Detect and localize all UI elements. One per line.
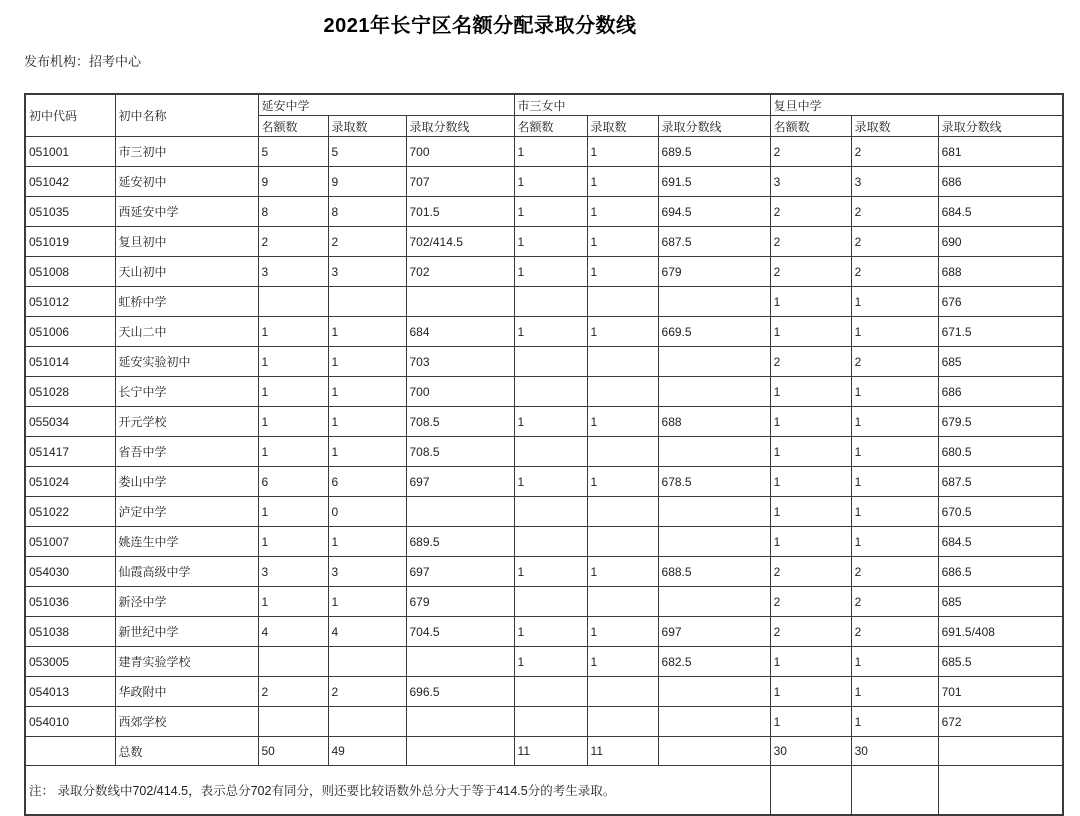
cell-value (658, 707, 770, 737)
header-score-line: 录取分数线 (406, 116, 514, 137)
table-row (25, 617, 1063, 647)
cell-value: 2 (328, 227, 406, 257)
cell-value: 1 (328, 347, 406, 377)
cell-value: 671.5 (938, 317, 1063, 347)
table-row (25, 317, 1063, 347)
cell-value: 2 (851, 137, 938, 167)
cell-value (587, 707, 658, 737)
cell-value: 2 (851, 197, 938, 227)
cell-value (587, 347, 658, 377)
cell-value: 1 (514, 647, 587, 677)
header-score-line: 录取分数线 (658, 116, 770, 137)
score-table (24, 93, 1064, 816)
cell-value: 2 (770, 197, 851, 227)
cell-value: 697 (406, 467, 514, 497)
cell-value: 694.5 (658, 197, 770, 227)
cell-value: 0 (328, 497, 406, 527)
cell-value: 708.5 (406, 437, 514, 467)
table-row (25, 497, 1063, 527)
cell-value: 682.5 (658, 647, 770, 677)
table-row (25, 557, 1063, 587)
table-row (25, 677, 1063, 707)
cell-value: 684.5 (938, 197, 1063, 227)
cell-value: 1 (587, 227, 658, 257)
cell-value: 1 (258, 587, 328, 617)
cell-total-value: 50 (258, 737, 328, 766)
cell-school-code: 051008 (25, 257, 115, 287)
cell-school-name: 新泾中学 (115, 587, 258, 617)
cell-value (258, 647, 328, 677)
cell-value: 1 (514, 617, 587, 647)
cell-value: 5 (258, 137, 328, 167)
cell-value: 684.5 (938, 527, 1063, 557)
cell-value: 1 (770, 317, 851, 347)
cell-value: 3 (258, 257, 328, 287)
table-row (25, 407, 1063, 437)
table-row (25, 197, 1063, 227)
cell-value: 1 (587, 257, 658, 287)
cell-value: 1 (851, 677, 938, 707)
note-empty-cell (770, 766, 851, 816)
cell-value: 2 (770, 587, 851, 617)
cell-school-name: 西延安中学 (115, 197, 258, 227)
table-body (25, 137, 1063, 816)
cell-value (406, 497, 514, 527)
header-name: 初中名称 (115, 94, 258, 137)
cell-value: 1 (328, 407, 406, 437)
cell-school-name: 长宁中学 (115, 377, 258, 407)
cell-value: 702 (406, 257, 514, 287)
cell-school-code: 051024 (25, 467, 115, 497)
page-title: 2021年长宁区名额分配录取分数线 (323, 15, 637, 37)
header-admitted: 录取数 (587, 116, 658, 137)
cell-value (587, 377, 658, 407)
note-empty-cell (938, 766, 1063, 816)
total-row (25, 737, 1063, 766)
cell-value: 704.5 (406, 617, 514, 647)
cell-value: 689.5 (658, 137, 770, 167)
cell-value: 1 (851, 377, 938, 407)
cell-school-name: 泸定中学 (115, 497, 258, 527)
cell-value (406, 287, 514, 317)
cell-school-name: 姚连生中学 (115, 527, 258, 557)
cell-value: 1 (770, 467, 851, 497)
cell-value: 670.5 (938, 497, 1063, 527)
cell-school-code: 051042 (25, 167, 115, 197)
cell-value: 6 (328, 467, 406, 497)
table-row (25, 347, 1063, 377)
cell-value: 688 (938, 257, 1063, 287)
header-school-yanan: 延安中学 (258, 94, 514, 116)
cell-value: 1 (770, 707, 851, 737)
cell-value: 685 (938, 347, 1063, 377)
cell-school-code: 051028 (25, 377, 115, 407)
header-admitted: 录取数 (328, 116, 406, 137)
cell-value: 1 (258, 527, 328, 557)
cell-school-name: 华政附中 (115, 677, 258, 707)
cell-value: 1 (258, 317, 328, 347)
header-score-line: 录取分数线 (938, 116, 1063, 137)
cell-value (328, 707, 406, 737)
table-row (25, 227, 1063, 257)
cell-value (587, 587, 658, 617)
cell-value: 1 (587, 197, 658, 227)
cell-value: 1 (770, 377, 851, 407)
cell-value: 1 (851, 317, 938, 347)
cell-value: 672 (938, 707, 1063, 737)
cell-value: 1 (770, 497, 851, 527)
cell-value: 686 (938, 167, 1063, 197)
cell-value: 1 (258, 377, 328, 407)
cell-value (658, 677, 770, 707)
cell-value (328, 647, 406, 677)
cell-value: 2 (851, 557, 938, 587)
cell-value: 685 (938, 587, 1063, 617)
cell-value: 679.5 (938, 407, 1063, 437)
cell-value: 684 (406, 317, 514, 347)
cell-value: 1 (258, 347, 328, 377)
cell-value: 1 (587, 557, 658, 587)
cell-value: 707 (406, 167, 514, 197)
cell-value: 8 (328, 197, 406, 227)
cell-value: 2 (851, 587, 938, 617)
cell-value (258, 287, 328, 317)
cell-school-name: 娄山中学 (115, 467, 258, 497)
cell-school-name: 延安初中 (115, 167, 258, 197)
cell-school-code: 054013 (25, 677, 115, 707)
cell-value: 1 (770, 287, 851, 317)
cell-school-name: 复旦初中 (115, 227, 258, 257)
cell-value: 1 (328, 587, 406, 617)
cell-value: 700 (406, 137, 514, 167)
publisher-line: 发布机构：招考中心 (24, 54, 142, 69)
header-code: 初中代码 (25, 94, 115, 137)
cell-school-code: 051001 (25, 137, 115, 167)
cell-total-value: 49 (328, 737, 406, 766)
cell-value: 688.5 (658, 557, 770, 587)
cell-value: 8 (258, 197, 328, 227)
cell-value: 2 (851, 347, 938, 377)
cell-value: 2 (770, 137, 851, 167)
cell-school-name: 西郊学校 (115, 707, 258, 737)
cell-total-value (658, 737, 770, 766)
cell-value: 1 (770, 527, 851, 557)
cell-value: 1 (514, 137, 587, 167)
cell-value: 3 (328, 557, 406, 587)
cell-value (406, 647, 514, 677)
table-row (25, 467, 1063, 497)
header-school-fudan: 复旦中学 (770, 94, 1063, 116)
cell-value: 1 (258, 437, 328, 467)
table-row (25, 167, 1063, 197)
cell-value: 1 (851, 707, 938, 737)
cell-value (328, 287, 406, 317)
note-text: 注： 录取分数线中702/414.5，表示总分702有同分，则还要比较语数外总分大于等于414.5分的考生录取。 (25, 766, 770, 816)
cell-school-code: 051038 (25, 617, 115, 647)
cell-school-code: 055034 (25, 407, 115, 437)
cell-value (658, 587, 770, 617)
cell-school-name: 延安实验初中 (115, 347, 258, 377)
cell-school-name: 开元学校 (115, 407, 258, 437)
cell-total-value: 11 (514, 737, 587, 766)
cell-value: 678.5 (658, 467, 770, 497)
cell-value: 2 (770, 617, 851, 647)
cell-value: 2 (770, 347, 851, 377)
cell-school-name: 省吾中学 (115, 437, 258, 467)
cell-school-name: 仙霞高级中学 (115, 557, 258, 587)
cell-value: 1 (587, 317, 658, 347)
cell-value (514, 707, 587, 737)
cell-school-code: 051014 (25, 347, 115, 377)
cell-value (658, 437, 770, 467)
cell-school-code: 051012 (25, 287, 115, 317)
cell-value: 3 (851, 167, 938, 197)
table-row (25, 257, 1063, 287)
cell-value (658, 527, 770, 557)
table-row (25, 707, 1063, 737)
cell-value: 676 (938, 287, 1063, 317)
cell-school-code: 051036 (25, 587, 115, 617)
header-quota: 名额数 (514, 116, 587, 137)
cell-value: 1 (587, 167, 658, 197)
cell-school-code: 051019 (25, 227, 115, 257)
cell-value: 697 (658, 617, 770, 647)
cell-value: 4 (258, 617, 328, 647)
cell-value: 1 (587, 137, 658, 167)
cell-value: 6 (258, 467, 328, 497)
cell-school-code: 054010 (25, 707, 115, 737)
note-empty-cell (851, 766, 938, 816)
cell-value: 1 (851, 437, 938, 467)
cell-value: 9 (258, 167, 328, 197)
cell-value: 1 (328, 527, 406, 557)
header-admitted: 录取数 (851, 116, 938, 137)
cell-school-code: 051022 (25, 497, 115, 527)
cell-value: 2 (770, 257, 851, 287)
cell-value: 691.5 (658, 167, 770, 197)
cell-value: 708.5 (406, 407, 514, 437)
cell-value: 3 (258, 557, 328, 587)
cell-value: 1 (514, 197, 587, 227)
cell-value: 3 (770, 167, 851, 197)
cell-value (514, 527, 587, 557)
cell-school-name: 天山二中 (115, 317, 258, 347)
cell-value: 679 (406, 587, 514, 617)
cell-value: 1 (514, 467, 587, 497)
cell-value: 701 (938, 677, 1063, 707)
cell-value: 1 (587, 617, 658, 647)
cell-school-code: 051035 (25, 197, 115, 227)
cell-school-name: 市三初中 (115, 137, 258, 167)
cell-value: 686 (938, 377, 1063, 407)
cell-value: 691.5/408 (938, 617, 1063, 647)
cell-value: 1 (851, 647, 938, 677)
cell-value: 2 (258, 227, 328, 257)
cell-value: 700 (406, 377, 514, 407)
cell-value (514, 287, 587, 317)
cell-total-value (406, 737, 514, 766)
header-quota: 名额数 (770, 116, 851, 137)
cell-value: 688 (658, 407, 770, 437)
table-row (25, 437, 1063, 467)
cell-school-name: 虹桥中学 (115, 287, 258, 317)
cell-value (514, 587, 587, 617)
cell-value (587, 677, 658, 707)
cell-value: 690 (938, 227, 1063, 257)
cell-school-code (25, 737, 115, 766)
header-group-row (25, 94, 1063, 116)
cell-value: 1 (328, 437, 406, 467)
cell-value: 2 (851, 227, 938, 257)
cell-value: 1 (587, 647, 658, 677)
cell-value: 1 (514, 557, 587, 587)
cell-value: 702/414.5 (406, 227, 514, 257)
cell-value: 5 (328, 137, 406, 167)
cell-value (658, 287, 770, 317)
cell-value: 1 (587, 467, 658, 497)
cell-value (514, 497, 587, 527)
cell-value: 1 (328, 377, 406, 407)
cell-value: 689.5 (406, 527, 514, 557)
cell-value (514, 437, 587, 467)
cell-value: 2 (851, 257, 938, 287)
cell-value: 3 (328, 257, 406, 287)
table-row (25, 137, 1063, 167)
cell-value: 1 (770, 407, 851, 437)
cell-school-code: 051006 (25, 317, 115, 347)
cell-value: 687.5 (658, 227, 770, 257)
header-quota: 名额数 (258, 116, 328, 137)
cell-value: 681 (938, 137, 1063, 167)
note-row (25, 766, 1063, 816)
table-row (25, 647, 1063, 677)
table-row (25, 287, 1063, 317)
cell-value: 679 (658, 257, 770, 287)
cell-value: 1 (770, 437, 851, 467)
cell-value: 2 (328, 677, 406, 707)
cell-total-value: 30 (851, 737, 938, 766)
cell-value: 697 (406, 557, 514, 587)
cell-value: 703 (406, 347, 514, 377)
cell-total-value: 30 (770, 737, 851, 766)
header-school-shisan: 市三女中 (514, 94, 770, 116)
cell-value (587, 527, 658, 557)
cell-value (658, 347, 770, 377)
cell-value: 680.5 (938, 437, 1063, 467)
cell-value: 1 (514, 167, 587, 197)
cell-value (658, 497, 770, 527)
cell-value: 1 (258, 497, 328, 527)
cell-value (514, 677, 587, 707)
cell-value: 1 (514, 317, 587, 347)
cell-value (406, 707, 514, 737)
cell-school-code: 051007 (25, 527, 115, 557)
cell-value: 2 (851, 617, 938, 647)
cell-value: 4 (328, 617, 406, 647)
cell-value: 1 (328, 317, 406, 347)
cell-value (514, 347, 587, 377)
cell-value: 1 (770, 647, 851, 677)
cell-value: 1 (851, 407, 938, 437)
cell-school-name: 新世纪中学 (115, 617, 258, 647)
cell-value: 1 (770, 677, 851, 707)
cell-value (658, 377, 770, 407)
table-row (25, 377, 1063, 407)
cell-value: 686.5 (938, 557, 1063, 587)
cell-value: 696.5 (406, 677, 514, 707)
table-row (25, 527, 1063, 557)
cell-value (258, 707, 328, 737)
cell-school-name: 建青实验学校 (115, 647, 258, 677)
cell-value: 669.5 (658, 317, 770, 347)
cell-value: 685.5 (938, 647, 1063, 677)
cell-value: 687.5 (938, 467, 1063, 497)
cell-value: 1 (851, 287, 938, 317)
cell-school-code: 051417 (25, 437, 115, 467)
cell-value: 1 (851, 497, 938, 527)
cell-value: 9 (328, 167, 406, 197)
cell-value: 1 (514, 227, 587, 257)
cell-value (514, 377, 587, 407)
table-row (25, 587, 1063, 617)
cell-value: 2 (258, 677, 328, 707)
total-label: 总数 (115, 737, 258, 766)
cell-school-name: 天山初中 (115, 257, 258, 287)
cell-value: 2 (770, 227, 851, 257)
cell-total-value: 11 (587, 737, 658, 766)
cell-value: 1 (514, 257, 587, 287)
cell-total-value (938, 737, 1063, 766)
cell-value: 1 (514, 407, 587, 437)
cell-school-code: 054030 (25, 557, 115, 587)
cell-value: 1 (258, 407, 328, 437)
cell-value (587, 287, 658, 317)
cell-value (587, 497, 658, 527)
cell-value: 1 (851, 527, 938, 557)
cell-value (587, 437, 658, 467)
cell-value: 701.5 (406, 197, 514, 227)
cell-value: 1 (587, 407, 658, 437)
cell-school-code: 053005 (25, 647, 115, 677)
cell-value: 2 (770, 557, 851, 587)
cell-value: 1 (851, 467, 938, 497)
